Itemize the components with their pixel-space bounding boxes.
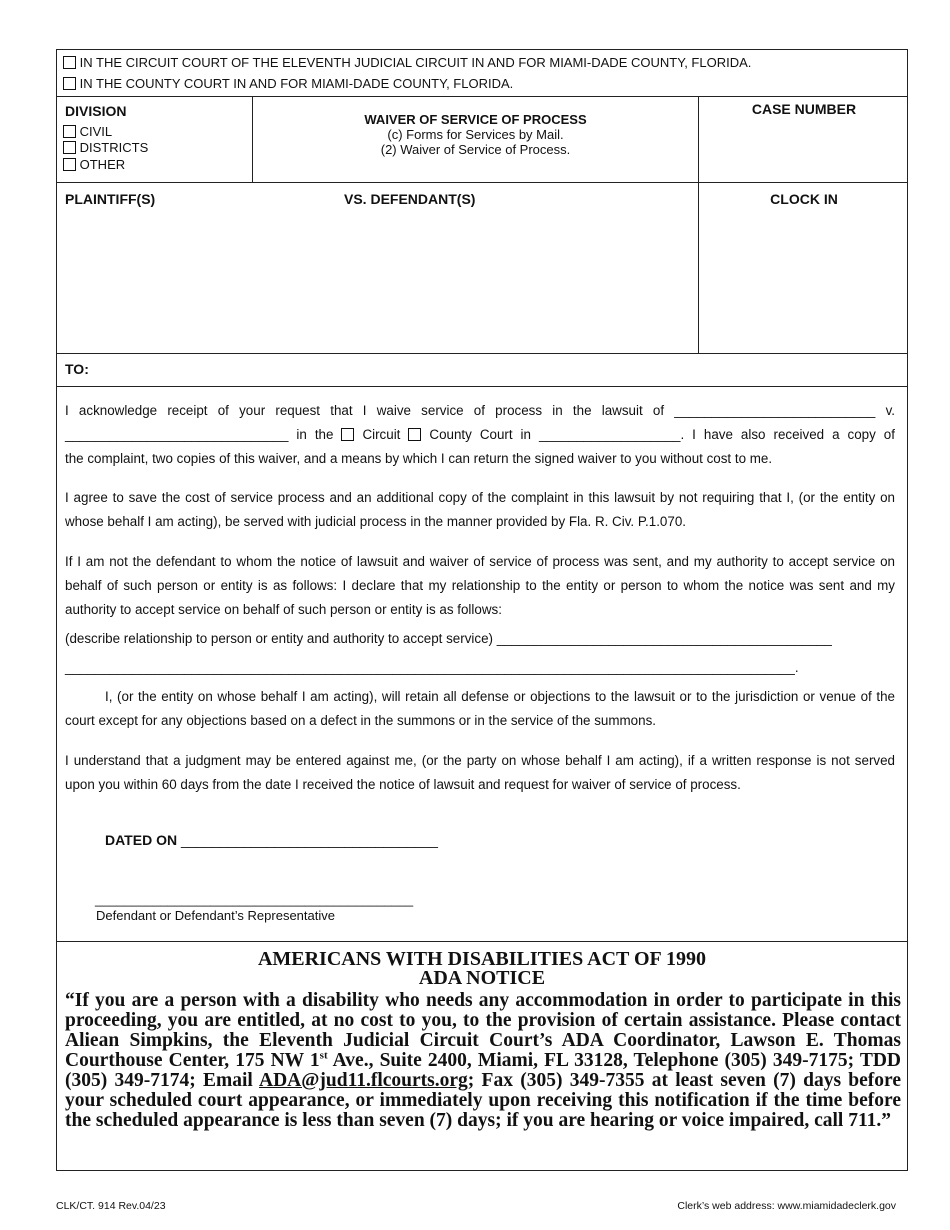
county-court-label: County Court in ___________________. I have also received a copy of	[429, 427, 895, 442]
division-civil-row	[63, 124, 112, 139]
ada-notice-text	[65, 991, 901, 1131]
ada-text-part: “If you are a person with a disability who needs any accommodation in order to participate in this proceeding, you are entitled, at no cost to you, to the provision of certain assistance. Please contact Aliean Simpkins, the Eleventh Judicial Circuit Court’s ADA Coordinator, Lawson E. Thomas Courthouse Center, 175 NW 1	[65, 990, 901, 1071]
divider	[57, 353, 907, 354]
ada-text-part: Ave., Suite 2400, Miami, FL 33128, Telephone (305) 349-7175; TDD (305) 349-7174; Email	[65, 1050, 901, 1091]
division-label: DIVISION	[65, 103, 127, 119]
court-county-checkbox[interactable]	[63, 77, 76, 90]
form-title-block	[253, 112, 698, 157]
paragraph-acknowledge-line-2	[65, 423, 895, 447]
signature-line[interactable]: ____________________________________________	[95, 892, 414, 907]
court-circuit-row	[63, 55, 751, 70]
divider	[57, 941, 907, 942]
describe-relationship-continuation: __________________________________________________________________________________________________.	[65, 660, 799, 675]
to-label: TO:	[65, 361, 89, 377]
division-other-checkbox[interactable]	[63, 158, 76, 171]
plaintiff-label: PLAINTIFF(S)	[65, 191, 156, 207]
clerk-web-address: Clerk’s web address: www.miamidadeclerk.gov	[677, 1200, 896, 1212]
ada-superscript: st	[319, 1049, 328, 1062]
division-other-row	[63, 157, 125, 172]
dated-on-row	[105, 832, 438, 848]
paragraph-acknowledge-line-1: I acknowledge receipt of your request that I waive service of process in the lawsuit of ___________________________ v.	[65, 403, 895, 418]
form-subtitle-1: (c) Forms for Services by Mail.	[387, 127, 564, 142]
division-other-label: OTHER	[79, 157, 126, 172]
paragraph-retain-defenses: I, (or the entity on whose behalf I am acting), will retain all defense or objections to the lawsuit or to the jurisdiction or venue of the court except for any objections based on a defect in the summons or in the service of the summons.	[65, 689, 895, 728]
paragraph-agree: I agree to save the cost of service process and an additional copy of the complaint in this lawsuit by not requiring that I, (or the entity on whose behalf I am acting), be served with judicial process in the manner provided by Fla. R. Civ. P.1.070.	[65, 490, 895, 529]
acknowledge-case-line: ______________________________ in the	[65, 427, 334, 442]
circuit-checkbox[interactable]	[341, 428, 354, 441]
division-districts-row	[63, 140, 148, 155]
case-number-label: CASE NUMBER	[751, 101, 857, 117]
form-frame	[56, 49, 908, 1171]
defendant-label: VS. DEFENDANT(S)	[344, 191, 476, 207]
ada-text-part: ; Fax (305) 349-7355 at least seven (7) days before your scheduled court appearance, or immediately upon receiving this notification if the time before the scheduled appearance is less than seven (7) days; if you are hearing or voice impaired, call 711.”	[65, 1070, 901, 1131]
clock-in-label: CLOCK IN	[770, 191, 838, 207]
form-title: WAIVER OF SERVICE OF PROCESS	[364, 112, 587, 127]
division-civil-label: CIVIL	[79, 124, 113, 139]
division-districts-label: DISTRICTS	[79, 140, 149, 155]
division-districts-checkbox[interactable]	[63, 141, 76, 154]
divider	[57, 96, 907, 97]
paragraph-acknowledge-line-3: the complaint, two copies of this waiver, and a means by which I can return the signed waiver to you without cost to me.	[65, 451, 773, 466]
divider	[57, 386, 907, 387]
signature-label: Defendant or Defendant’s Representative	[96, 908, 335, 923]
ada-email-link[interactable]: ADA@jud11.flcourts.org	[259, 1070, 468, 1091]
court-county-label: IN THE COUNTY COURT IN AND FOR MIAMI-DADE COUNTY, FLORIDA.	[79, 76, 514, 91]
court-county-row	[63, 76, 513, 91]
form-subtitle-2: (2) Waiver of Service of Process.	[380, 142, 571, 157]
dated-on-label: DATED ON	[105, 832, 178, 848]
division-civil-checkbox[interactable]	[63, 125, 76, 138]
circuit-label: Circuit	[362, 427, 401, 442]
paragraph-judgment: I understand that a judgment may be entered against me, (or the party on whose behalf I am acting), if a written response is not served upon you within 60 days from the date I received the notice of lawsuit and request for waiver of service of process.	[65, 753, 895, 792]
ada-subheading: ADA NOTICE	[418, 967, 546, 989]
dated-on-line[interactable]: _________________________________	[180, 832, 438, 848]
form-number: CLK/CT. 914 Rev.04/23	[56, 1200, 166, 1212]
paragraph-authority: If I am not the defendant to whom the notice of lawsuit and waiver of service of process was sent, and my authority to accept service on behalf of such person or entity is as follows: I declare that my relationship to the entity or person to whom the notice was sent and my authority to accept service on behalf of such person or entity is as follows:	[65, 554, 895, 617]
describe-relationship-line: (describe relationship to person or entity and authority to accept service) _____________________________________________	[65, 631, 832, 646]
court-circuit-label: IN THE CIRCUIT COURT OF THE ELEVENTH JUDICIAL CIRCUIT IN AND FOR MIAMI-DADE COUNTY, FLORIDA.	[79, 55, 752, 70]
ada-heading: AMERICANS WITH DISABILITIES ACT OF 1990	[257, 948, 707, 970]
county-court-checkbox[interactable]	[408, 428, 421, 441]
divider	[698, 96, 699, 353]
court-circuit-checkbox[interactable]	[63, 56, 76, 69]
divider	[57, 182, 907, 183]
